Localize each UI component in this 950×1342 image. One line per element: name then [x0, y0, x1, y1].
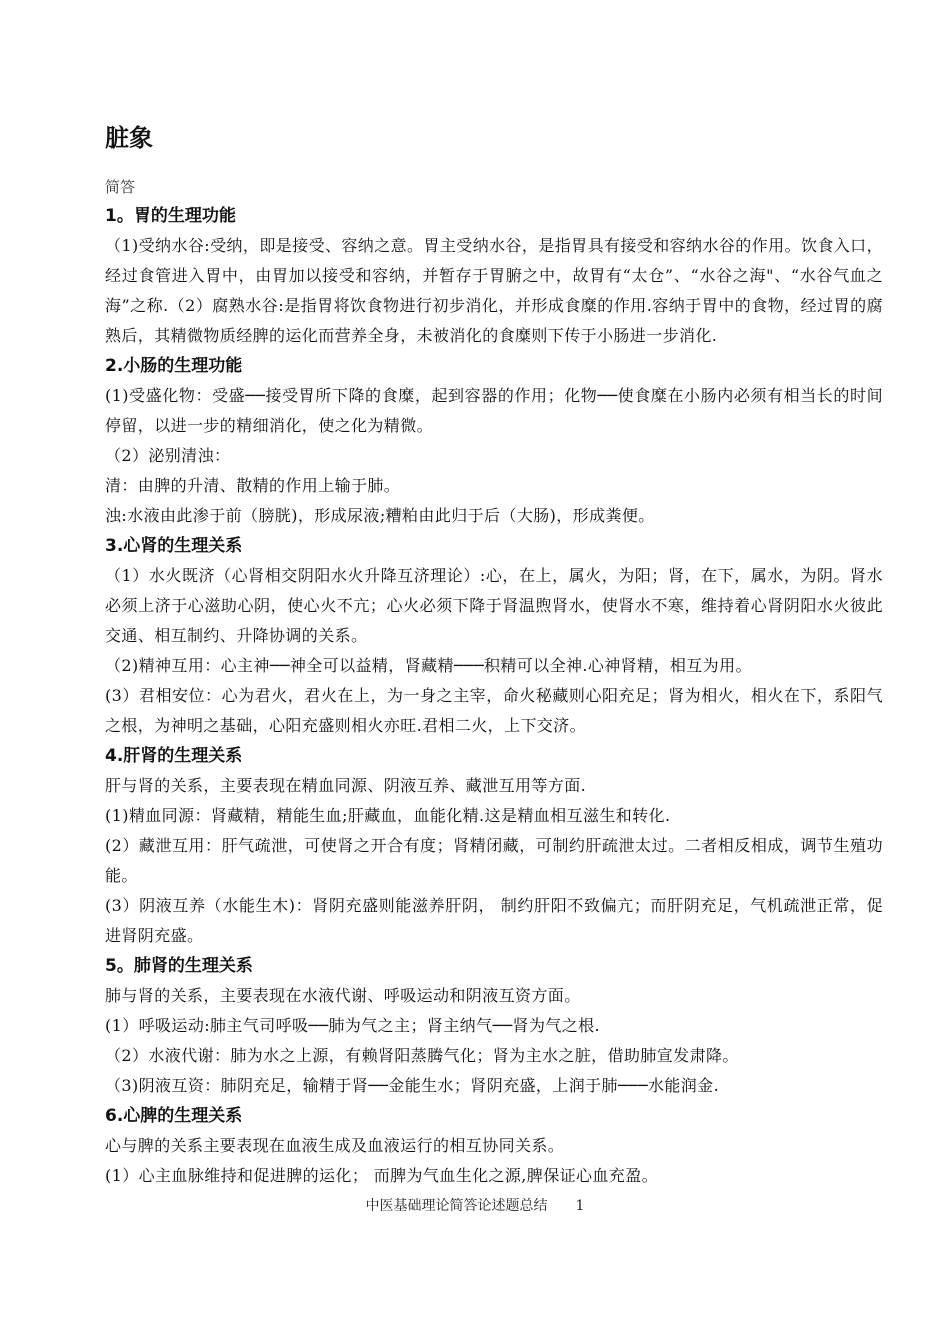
- page-title: 脏象: [105, 124, 153, 152]
- section-stomach: [105, 201, 883, 351]
- paragraph: 肝与肾的关系，主要表现在精血同源、阴液互养、藏泄互用等方面.: [105, 776, 587, 795]
- page-subtitle: 简答: [105, 178, 136, 196]
- paragraph: （1）水火既济（心肾相交阴阳水火升降互济理论）:心，在上，属火，为阳；肾，在下，属水，为阴。肾水必须上济于心滋助心阴，使心火不亢；心火必须下降于肾温煦肾水，使肾水不寒，维持着心肾阴阳水火彼此交通、相互制约、升降协调的关系。: [105, 566, 883, 645]
- footer-title: 中医基础理论简答论述题总结: [365, 1198, 548, 1214]
- section-heart-spleen: [105, 1101, 883, 1191]
- paragraph: (1）呼吸运动:肺主气司呼吸──肺为气之主；肾主纳气──肾为气之根.: [105, 1016, 601, 1035]
- section-heading: 4.肝肾的生理关系: [105, 746, 243, 766]
- document-body: [105, 201, 883, 1191]
- section-heading: 2.小肠的生理功能: [105, 356, 243, 376]
- section-heading: 5。肺肾的生理关系: [105, 956, 253, 976]
- paragraph: (2）藏泄互用：肝气疏泄，可使肾之开合有度；肾精闭藏，可制约肝疏泄太过。二者相反相成，调节生殖功能。: [105, 836, 883, 885]
- section-liver-kidney: [105, 741, 883, 951]
- section-lung-kidney: [105, 951, 883, 1101]
- paragraph: 清：由脾的升清、散精的作用上输于肺。: [105, 476, 401, 495]
- paragraph: （2)精神互用：心主神──神全可以益精，肾藏精───积精可以全神.心神肾精，相互为用。: [105, 656, 752, 675]
- paragraph: （1)受纳水谷:受纳，即是接受、容纳之意。胃主受纳水谷，是指胃具有接受和容纳水谷的作用。饮食入口，经过食管进入胃中，由胃加以接受和容纳，并暂存于胃腑之中，故胃有“太仓”、“水谷之海"、“水谷气血之海”之称.（2）腐熟水谷:是指胃将饮食物进行初步消化，并形成食糜的作用.容纳于胃中的食物，经过胃的腐熟后，其精微物质经脾的运化而营养全身，未被消化的食糜则下传于小肠进一步消化.: [105, 236, 883, 345]
- page-number: 1: [575, 1198, 585, 1214]
- paragraph: (3）阴液互养（水能生木)：肾阴充盛则能滋养肝阴， 制约肝阳不致偏亢；而肝阴充足，气机疏泄正常，促进肾阴充盛。: [105, 896, 883, 945]
- section-heading: 1。胃的生理功能: [105, 206, 236, 226]
- paragraph: (1）心主血脉维持和促进脾的运化； 而脾为气血生化之源,脾保证心血充盈。: [105, 1166, 658, 1185]
- paragraph: (1)受盛化物：受盛──接受胃所下降的食糜，起到容器的作用；化物──使食糜在小肠内必须有相当长的时间停留，以进一步的精细消化，使之化为精微。: [105, 386, 883, 435]
- page-footer: [0, 1194, 950, 1218]
- paragraph: （2）泌别清浊：: [105, 446, 231, 465]
- paragraph: 肺与肾的关系，主要表现在水液代谢、呼吸运动和阴液互资方面。: [105, 986, 581, 1005]
- paragraph: （2）水液代谢：肺为水之上源，有赖肾阳蒸腾气化；肾为主水之脏，借助肺宣发肃降。: [105, 1046, 739, 1065]
- section-heading: 3.心肾的生理关系: [105, 536, 243, 556]
- section-heading: 6.心脾的生理关系: [105, 1106, 243, 1126]
- paragraph: 浊:水液由此渗于前（膀胱)，形成尿液;糟粕由此归于后（大肠)，形成粪便。: [105, 506, 655, 525]
- paragraph: 心与脾的关系主要表现在血液生成及血液运行的相互协同关系。: [105, 1136, 565, 1155]
- paragraph: (3）君相安位：心为君火，君火在上，为一身之主宰，命火秘藏则心阳充足；肾为相火，相火在下，系阳气之根，为神明之基础，心阳充盛则相火亦旺.君相二火，上下交济。: [105, 686, 883, 735]
- section-heart-kidney: [105, 531, 883, 741]
- paragraph: （3)阴液互资：肺阴充足，输精于肾──金能生水；肾阴充盛，上润于肺───水能润金.: [105, 1076, 720, 1095]
- section-small-intestine: [105, 351, 883, 531]
- paragraph: (1)精血同源：肾藏精，精能生血;肝藏血，血能化精.这是精血相互滋生和转化.: [105, 806, 671, 825]
